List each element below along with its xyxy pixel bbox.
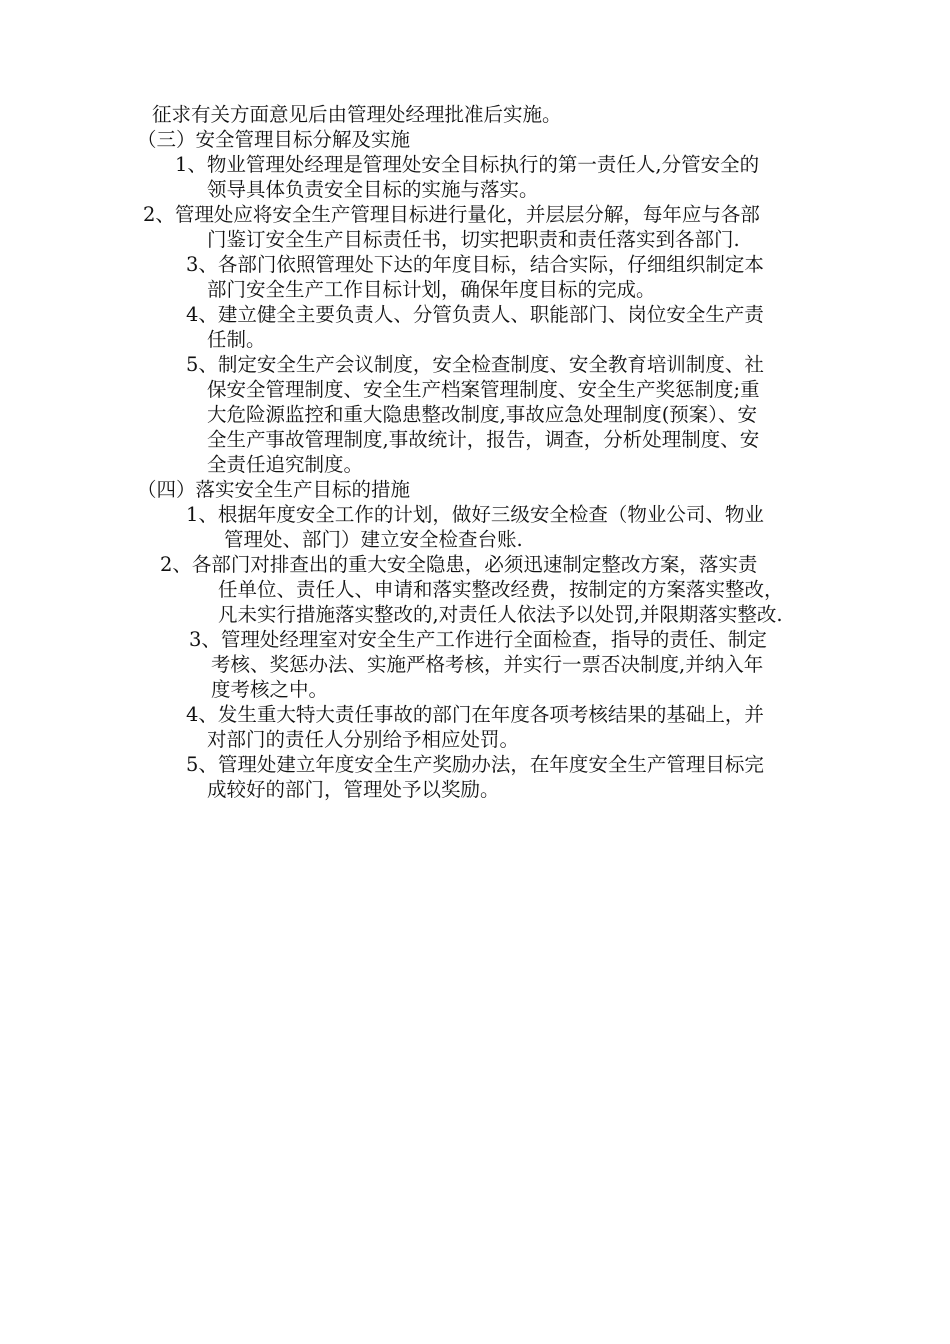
text-line: 2、管理处应将安全生产管理目标进行量化，并层层分解，每年应与各部: [143, 203, 760, 226]
text-line: 3、管理处经理室对安全生产工作进行全面检查，指导的责任、制定: [189, 628, 767, 651]
text-line: 管理处、部门）建立安全检查台账.: [224, 528, 523, 551]
text-line: 大危险源监控和重大隐患整改制度,事故应急处理制度(预案）、安: [207, 403, 758, 426]
text-line: 5、制定安全生产会议制度，安全检查制度、安全教育培训制度、社: [186, 353, 764, 376]
text-line: 保安全管理制度、安全生产档案管理制度、安全生产奖惩制度;重: [207, 378, 760, 401]
text-line: 全责任追究制度。: [207, 453, 364, 476]
text-line: 考核、奖惩办法、实施严格考核，并实行一票否决制度,并纳入年: [211, 653, 764, 676]
text-line: 5、管理处建立年度安全生产奖励办法，在年度安全生产管理目标完: [186, 753, 764, 776]
text-line: 门鉴订安全生产目标责任书，切实把职责和责任落实到各部门.: [207, 228, 740, 251]
text-line: 度考核之中。: [211, 678, 329, 701]
text-line: 征求有关方面意见后由管理处经理批准后实施。: [152, 103, 562, 126]
text-line: 2、各部门对排查出的重大安全隐患，必须迅速制定整改方案，落实责: [160, 553, 758, 576]
text-line: 3、各部门依照管理处下达的年度目标，结合实际，仔细组织制定本: [186, 253, 764, 276]
section-heading: （四）落实安全生产目标的措施: [137, 478, 411, 501]
text-line: 成较好的部门，管理处予以奖励。: [207, 778, 500, 801]
section-heading: （三）安全管理目标分解及实施: [137, 128, 411, 151]
text-line: 4、发生重大特大责任事故的部门在年度各项考核结果的基础上，并: [186, 703, 764, 726]
text-line: 任制。: [207, 328, 266, 351]
text-line: 凡未实行措施落实整改的,对责任人依法予以处罚,并限期落实整改.: [218, 603, 783, 626]
text-line: 部门安全生产工作目标计划，确保年度目标的完成。: [207, 278, 656, 301]
text-line: 1、物业管理处经理是管理处安全目标执行的第一责任人,分管安全的: [175, 153, 760, 176]
text-line: 全生产事故管理制度,事故统计，报告，调查，分析处理制度、安: [207, 428, 760, 451]
text-line: 1、根据年度安全工作的计划，做好三级安全检查（物业公司、物业: [186, 503, 764, 526]
text-line: 4、建立健全主要负责人、分管负责人、职能部门、岗位安全生产责: [186, 303, 764, 326]
text-line: 领导具体负责安全目标的实施与落实。: [207, 178, 539, 201]
text-line: 任单位、责任人、申请和落实整改经费，按制定的方案落实整改，: [218, 578, 784, 601]
text-line: 对部门的责任人分别给予相应处罚。: [207, 728, 520, 751]
